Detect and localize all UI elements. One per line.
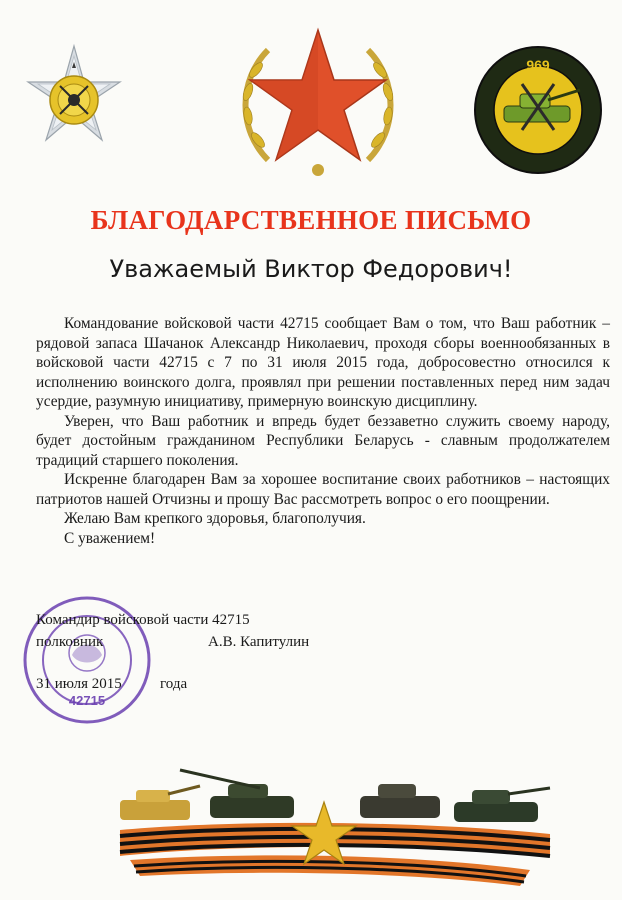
signature-date-suffix: года — [160, 676, 188, 692]
tank-silhouette-4 — [454, 788, 550, 822]
letter-body — [36, 314, 610, 548]
tank-silhouette-3 — [360, 784, 440, 818]
paragraph-2: Уверен, что Ваш работник и впредь будет беззаветно служить своему народу, будет достойным гражданином Республики Беларусь - славным продолжателем традиций старшего поколения. — [36, 412, 610, 469]
red-star-wreath-emblem — [228, 20, 408, 180]
badge-number: 969 — [526, 57, 550, 73]
tank-silhouette-1 — [120, 786, 200, 820]
gold-star — [292, 802, 356, 864]
tank-silhouette-2 — [180, 770, 294, 818]
military-star-emblem-left — [22, 42, 127, 154]
tank-reserve-base-badge — [472, 44, 604, 176]
signature-name: А.В. Капитулин — [208, 634, 310, 650]
signature-date: 31 июля 2015 — [36, 676, 122, 692]
document-title: БЛАГОДАРСТВЕННОЕ ПИСЬМО — [90, 205, 532, 235]
signature-position: Командир войсковой части 42715 — [36, 612, 250, 628]
stamp-number: 42715 — [68, 693, 106, 708]
paragraph-1: Командование войсковой части 42715 сообщает Вам о том, что Ваш работник – рядовой запаса Шачанок Александр Николаевич, проходя сборы военнообязанных в войсковой части 42715 с 7 по 31 июля 2015 года, добросовестно относился к исполнению воинского долга, проявлял при решении поставленных перед ним задач усердие, разумную инициативу, примерную воинскую дисциплину. — [36, 315, 610, 410]
tanks-ribbon-illustration — [110, 760, 560, 892]
greeting: Уважаемый Виктор Федорович! — [109, 255, 513, 283]
signature-rank: полковник — [36, 634, 104, 650]
paragraph-4: Желаю Вам крепкого здоровья, благополучия. — [64, 510, 366, 527]
paragraph-3: Искренне благодарен Вам за хорошее воспитание своих работников – настоящих патриотов нашей Отчизны и прошу Вас рассмотреть вопрос о его поощрении. — [36, 471, 610, 508]
closing: С уважением! — [64, 529, 156, 547]
